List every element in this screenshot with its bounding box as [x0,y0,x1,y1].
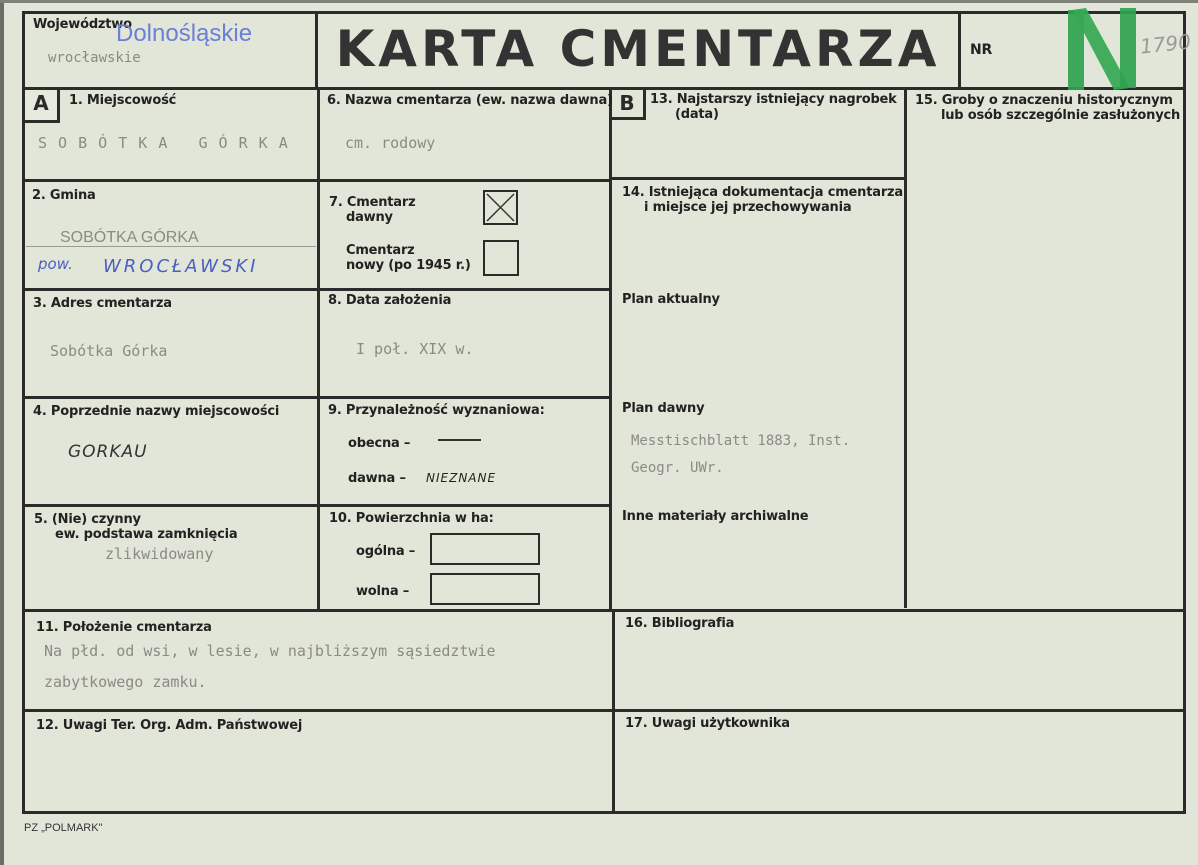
field-9-former-value[interactable]: NIEZNANE [426,471,497,485]
row-line-c1-3 [22,396,319,399]
field-7-new-label-line1: Cmentarz [346,243,415,258]
field-1-label: 1. Miejscowość [69,93,177,108]
field-8-label: 8. Data założenia [328,293,452,308]
field-12-label: 12. Uwagi Ter. Org. Adm. Państwowej [36,718,303,733]
field-9-current-label: obecna – [348,436,411,451]
col-divider-1 [317,87,320,611]
field-2-underline [26,246,316,247]
frame-left [22,11,25,814]
row-line-c1-1 [22,179,319,182]
plan-current-label: Plan aktualny [622,292,720,307]
field-3-value[interactable]: Sobótka Górka [50,342,168,360]
row-line-11 [22,609,1186,612]
field-7-new-checkbox[interactable] [483,240,519,276]
field-11-label: 11. Położenie cmentarza [36,620,212,635]
header-divider [22,87,1186,90]
row-line-c2-1 [317,179,611,182]
field-6-label: 6. Nazwa cmentarza (ew. nazwa dawna) [327,93,613,108]
field-11-value-line1[interactable]: Na płd. od wsi, w lesie, w najbliższym sąsiedztwie [44,642,496,660]
wojewodztwo-stamp: Dolnośląskie [116,20,253,47]
field-5-label-line1: 5. (Nie) czynny [34,512,141,527]
field-17-label: 17. Uwagi użytkownika [625,716,790,731]
plan-old-label: Plan dawny [622,401,705,416]
section-b-badge-text: B [619,91,635,115]
field-3-label: 3. Adres cmentarza [33,296,172,311]
field-2-handwritten: WROCŁAWSKI [103,256,259,277]
field-9-label: 9. Przynależność wyznaniowa: [328,403,545,418]
wojewodztwo-value[interactable]: wrocławskie [48,50,141,66]
field-4-label: 4. Poprzednie nazwy miejscowości [33,404,280,419]
col-divider-bottom [612,610,615,814]
field-10-free-label: wolna – [356,584,410,599]
field-1-value[interactable]: S O B Ó T K A G Ó R K A [38,134,289,152]
field-4-value[interactable]: GORKAU [68,442,148,462]
row-line-c2-3 [317,396,611,399]
col-divider-2 [609,87,612,611]
wojewodztwo-label: Województwo [33,17,132,32]
field-9-current-dash [438,439,481,441]
field-14-label-line1: 14. Istniejąca dokumentacja cmentarza [622,185,903,200]
section-b-badge [611,89,646,120]
field-16-label: 16. Bibliografia [625,616,735,631]
field-8-value[interactable]: I poł. XIX w. [356,340,474,358]
frame-top [22,11,1186,14]
printer-imprint: PZ „POLMARK" [24,822,103,834]
field-11-value-line2[interactable]: zabytkowego zamku. [44,673,207,691]
field-10-total-label: ogólna – [356,544,416,559]
plan-old-value-line1[interactable]: Messtischblatt 1883, Inst. [631,433,851,449]
field-10-free-input[interactable] [430,573,540,605]
field-9-former-label: dawna – [348,471,406,486]
field-15-label-line1: 15. Groby o znaczeniu historycznym [915,93,1173,108]
row-line-c3-1 [609,177,906,180]
nr-label: NR [970,42,993,58]
page-title: KARTA CMENTARZA [335,20,941,78]
field-7-old-label-line2: dawny [346,210,393,225]
header-col-divider-2 [958,11,961,89]
field-2-value[interactable]: SOBÓTKA GÓRKA [60,229,199,246]
field-10-total-input[interactable] [430,533,540,565]
field-5-label-line2: ew. podstawa zamknięcia [55,527,238,542]
field-10-label: 10. Powierzchnia w ha: [329,511,494,526]
field-13-label-line1: 13. Najstarszy istniejący nagrobek [650,92,897,107]
field-7-old-checkbox[interactable] [483,190,518,225]
green-marker-n-icon [1064,6,1140,90]
row-line-c2-4 [317,504,611,507]
field-6-value[interactable]: cm. rodowy [345,134,436,152]
field-7-old-label-line1: 7. Cmentarz [329,195,416,210]
paper-edge-top [0,0,1198,3]
field-15-label-line2: lub osób szczególnie zasłużonych [941,108,1181,123]
col-divider-3 [904,87,907,608]
plan-old-value-line2[interactable]: Geogr. UWr. [631,460,724,476]
other-archives-label: Inne materiały archiwalne [622,509,809,524]
row-line-c1-4 [22,504,319,507]
x-mark-icon [485,192,516,223]
section-a-badge: A [25,90,60,123]
row-line-c1-2 [22,288,319,291]
frame-bottom [22,811,1186,814]
field-7-new-label-line2: nowy (po 1945 r.) [346,258,471,273]
row-line-12 [22,709,1186,712]
field-14-label-line2: i miejsce jej przechowywania [644,200,852,215]
field-5-value[interactable]: zlikwidowany [105,545,214,563]
field-2-handwritten-prefix: pow. [38,255,73,273]
nr-handwritten: 1790 [1138,29,1193,59]
field-2-label: 2. Gmina [32,188,96,203]
paper-edge [0,0,4,865]
frame-right [1183,11,1186,814]
field-13-label-line2: (data) [675,107,719,122]
row-line-c2-2 [317,288,611,291]
